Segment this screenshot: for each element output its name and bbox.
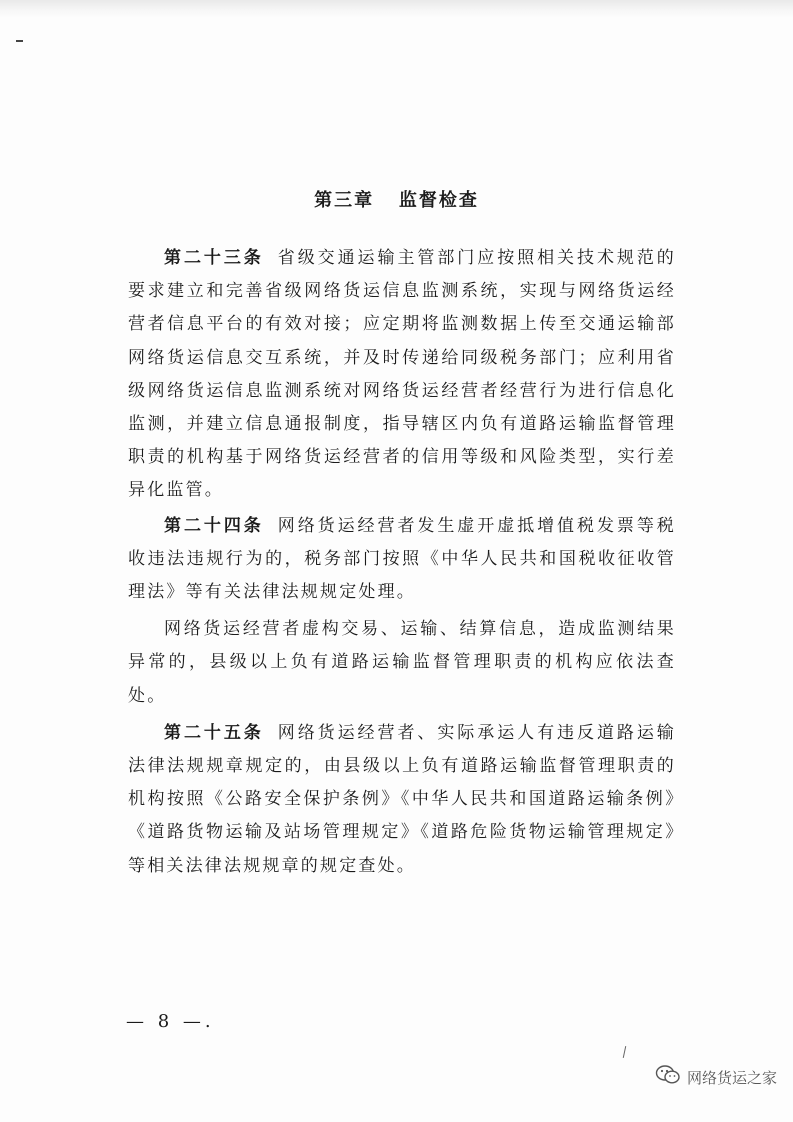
scan-tick-mark [623, 1046, 626, 1058]
watermark [655, 1064, 777, 1090]
body-text [128, 242, 676, 883]
paragraph-text: 网络货运经营者、实际承运人有违反道路运输法律法规规章规定的，由县级以上负有道路运输监督管理职责的机构按照《公路安全保护条例》《中华人民共和国道路运输条例》《道路货物运输及站场管理规定》《道路危险货物运输管理规定》等相关法律法规规章的规定查处。 [128, 722, 676, 876]
paragraph-text: 网络货运经营者发生虚开虚抵增值税发票等税收违法违规行为的，税务部门按照《中华人民共和国税收征收管理法》等有关法律法规规定处理。 [128, 515, 676, 603]
wechat-icon [655, 1064, 687, 1090]
article-number: 第二十三条 [164, 248, 264, 268]
scan-top-edge [0, 0, 793, 18]
article-number: 第二十五条 [164, 722, 264, 743]
watermark-text: 网络货运之家 [686, 1068, 777, 1087]
paragraph-article-24 [128, 510, 676, 610]
paragraph-article-24-cont [128, 613, 676, 713]
paragraph-text: 省级交通运输主管部门应按照相关技术规范的要求建立和完善省级网络货运信息监测系统，实现与网络货运经营者信息平台的有效对接；应定期将监测数据上传至交通运输部网络货运信息交互系统，并及时传递给同级税务部门；应利用省级网络货运信息监测系统对网络货运经营者经营行为进行信息化监测，并建立信息通报制度，指导辖区内负有道路运输监督管理职责的机构基于网络货运经营者的信用等级和风险类型，实行差异化监管。 [128, 248, 676, 501]
paragraph-text: 网络货运经营者虚构交易、运输、结算信息，造成监测结果异常的，县级以上负有道路运输监督管理职责的机构应依法查处。 [128, 619, 676, 706]
scan-corner-mark [16, 40, 23, 42]
chapter-title: 第三章 监督检查 [314, 190, 479, 211]
page-number: — 8 —. [126, 1011, 215, 1032]
article-number: 第二十四条 [164, 515, 264, 536]
paragraph-article-23 [128, 242, 676, 508]
paragraph-article-25 [128, 717, 676, 883]
